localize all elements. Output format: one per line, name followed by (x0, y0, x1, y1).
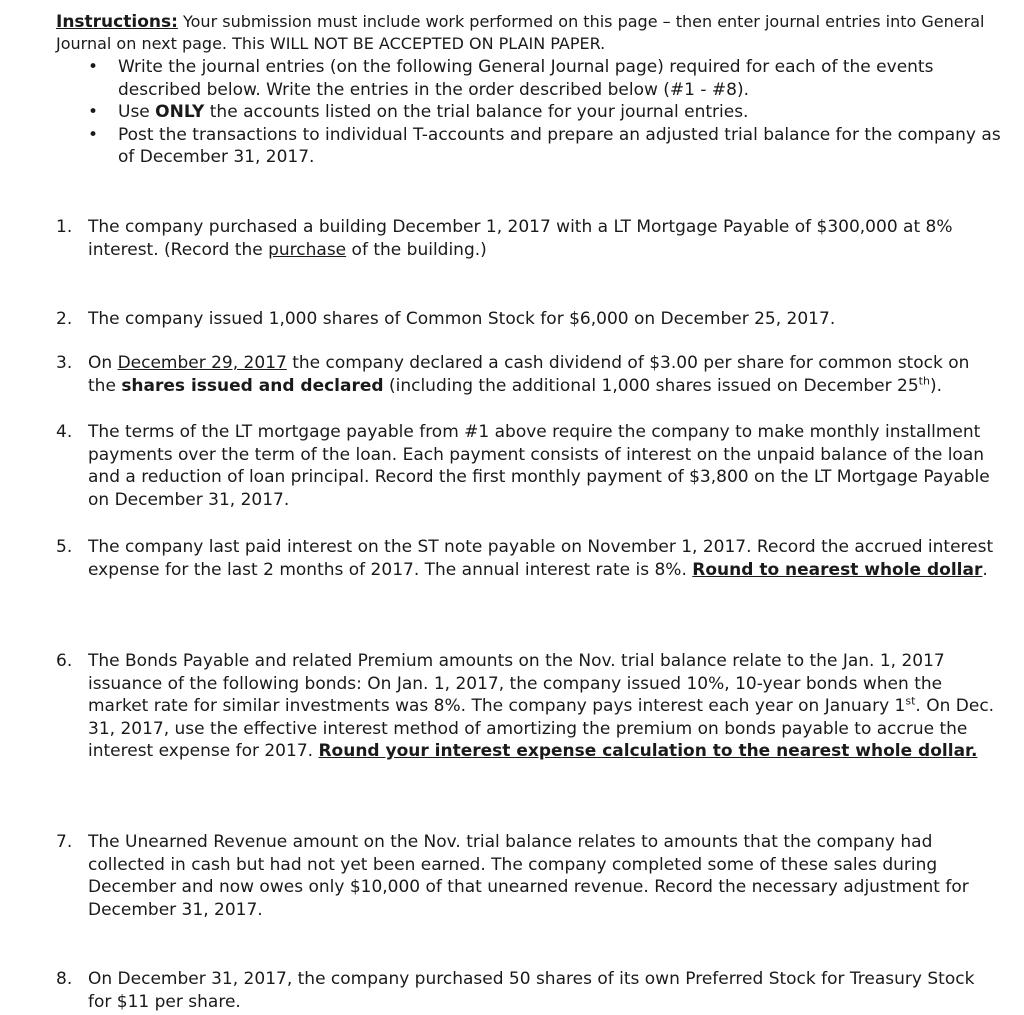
instructions-paragraph (56, 11, 996, 55)
item-text: The terms of the LT mortgage payable from #1 above require the company to make monthly installment payments over the term of the loan. Each payment consists of interest on the unpaid balance of the loan and a reduction of loan principal. Record the first monthly payment of $3,800 on the LT Mortgage Payable on December 31, 2017. (88, 422, 990, 510)
bullet-text: Post the transactions to individual T-accounts and prepare an adjusted trial balance for the company as of December 31, 2017. (118, 124, 1001, 167)
bullet-text: the accounts listed on the trial balance for your journal entries. (204, 102, 749, 122)
item-text: The company issued 1,000 shares of Common Stock for $6,000 on December 25, 2017. (88, 309, 836, 329)
bullet-icon: • (88, 102, 99, 122)
instructions-heading: Instructions: (56, 12, 178, 32)
item-number: 3. (56, 353, 73, 373)
bullet-item (82, 124, 1002, 169)
item-text: The company purchased a building December 1, 2017 with a LT Mortgage Payable of $300,000 at 8% interest. (Record the purchase of the building.) (88, 217, 953, 260)
event-item-3 (56, 352, 996, 397)
event-item-2 (56, 308, 996, 331)
item-text: The company last paid interest on the ST note payable on November 1, 2017. Record the accrued interest expense for the last 2 months of 2017. The annual interest rate is 8%. Round to nearest whole dollar. (88, 537, 994, 580)
bullet-icon: • (88, 124, 99, 145)
event-item-5 (56, 536, 996, 581)
event-item-7 (56, 831, 996, 921)
event-item-6 (56, 650, 996, 763)
event-item-4 (56, 421, 996, 511)
item-text: On December 29, 2017 the company declared a cash dividend of $3.00 per share for common stock on the shares issued and declared (including the additional 1,000 shares issued on December 25th). (88, 353, 970, 396)
item-number: 2. (56, 309, 73, 329)
item-number: 7. (56, 832, 73, 852)
bullet-text: Write the journal entries (on the following General Journal page) required for each of the events described below. Write the entries in the order described below (#1 - #8). (118, 57, 934, 100)
item-number: 1. (56, 217, 73, 237)
bullet-text: Use (118, 102, 156, 122)
item-number: 6. (56, 651, 73, 671)
item-text: On December 31, 2017, the company purchased 50 shares of its own Preferred Stock for Treasury Stock for $11 per share. (88, 969, 975, 1012)
instruction-bullets (82, 56, 1002, 169)
bullet-emphasis: ONLY (155, 102, 205, 122)
bullet-item (82, 56, 1002, 101)
item-number: 4. (56, 422, 73, 442)
event-item-8 (56, 968, 996, 1013)
bullet-item (82, 101, 1002, 124)
item-text: The Unearned Revenue amount on the Nov. trial balance relates to amounts that the company had collected in cash but had not yet been earned. The company completed some of these sales during December and now owes only $10,000 of that unearned revenue. Record the necessary adjustment for December 31, 2017. (88, 832, 969, 920)
item-number: 8. (56, 969, 73, 989)
event-item-1 (56, 216, 996, 261)
item-number: 5. (56, 537, 73, 557)
item-text: The Bonds Payable and related Premium amounts on the Nov. trial balance relate to the Jan. 1, 2017 issuance of the following bonds: On Jan. 1, 2017, the company issued 10%, 10-year bonds when the market rate for similar investments was 8%. The company pays interest each year on January 1st. On Dec. 31, 2017, use the effective interest method of amortizing the premium on bonds payable to accrue the interest expense for 2017. Round your interest expense calculation to the nearest whole dollar. (88, 651, 995, 761)
instructions-text: Your submission must include work performed on this page – then enter journal entries into General Journal on next page. This WILL NOT BE ACCEPTED ON PLAIN PAPER. (56, 12, 985, 53)
bullet-icon: • (88, 57, 99, 77)
